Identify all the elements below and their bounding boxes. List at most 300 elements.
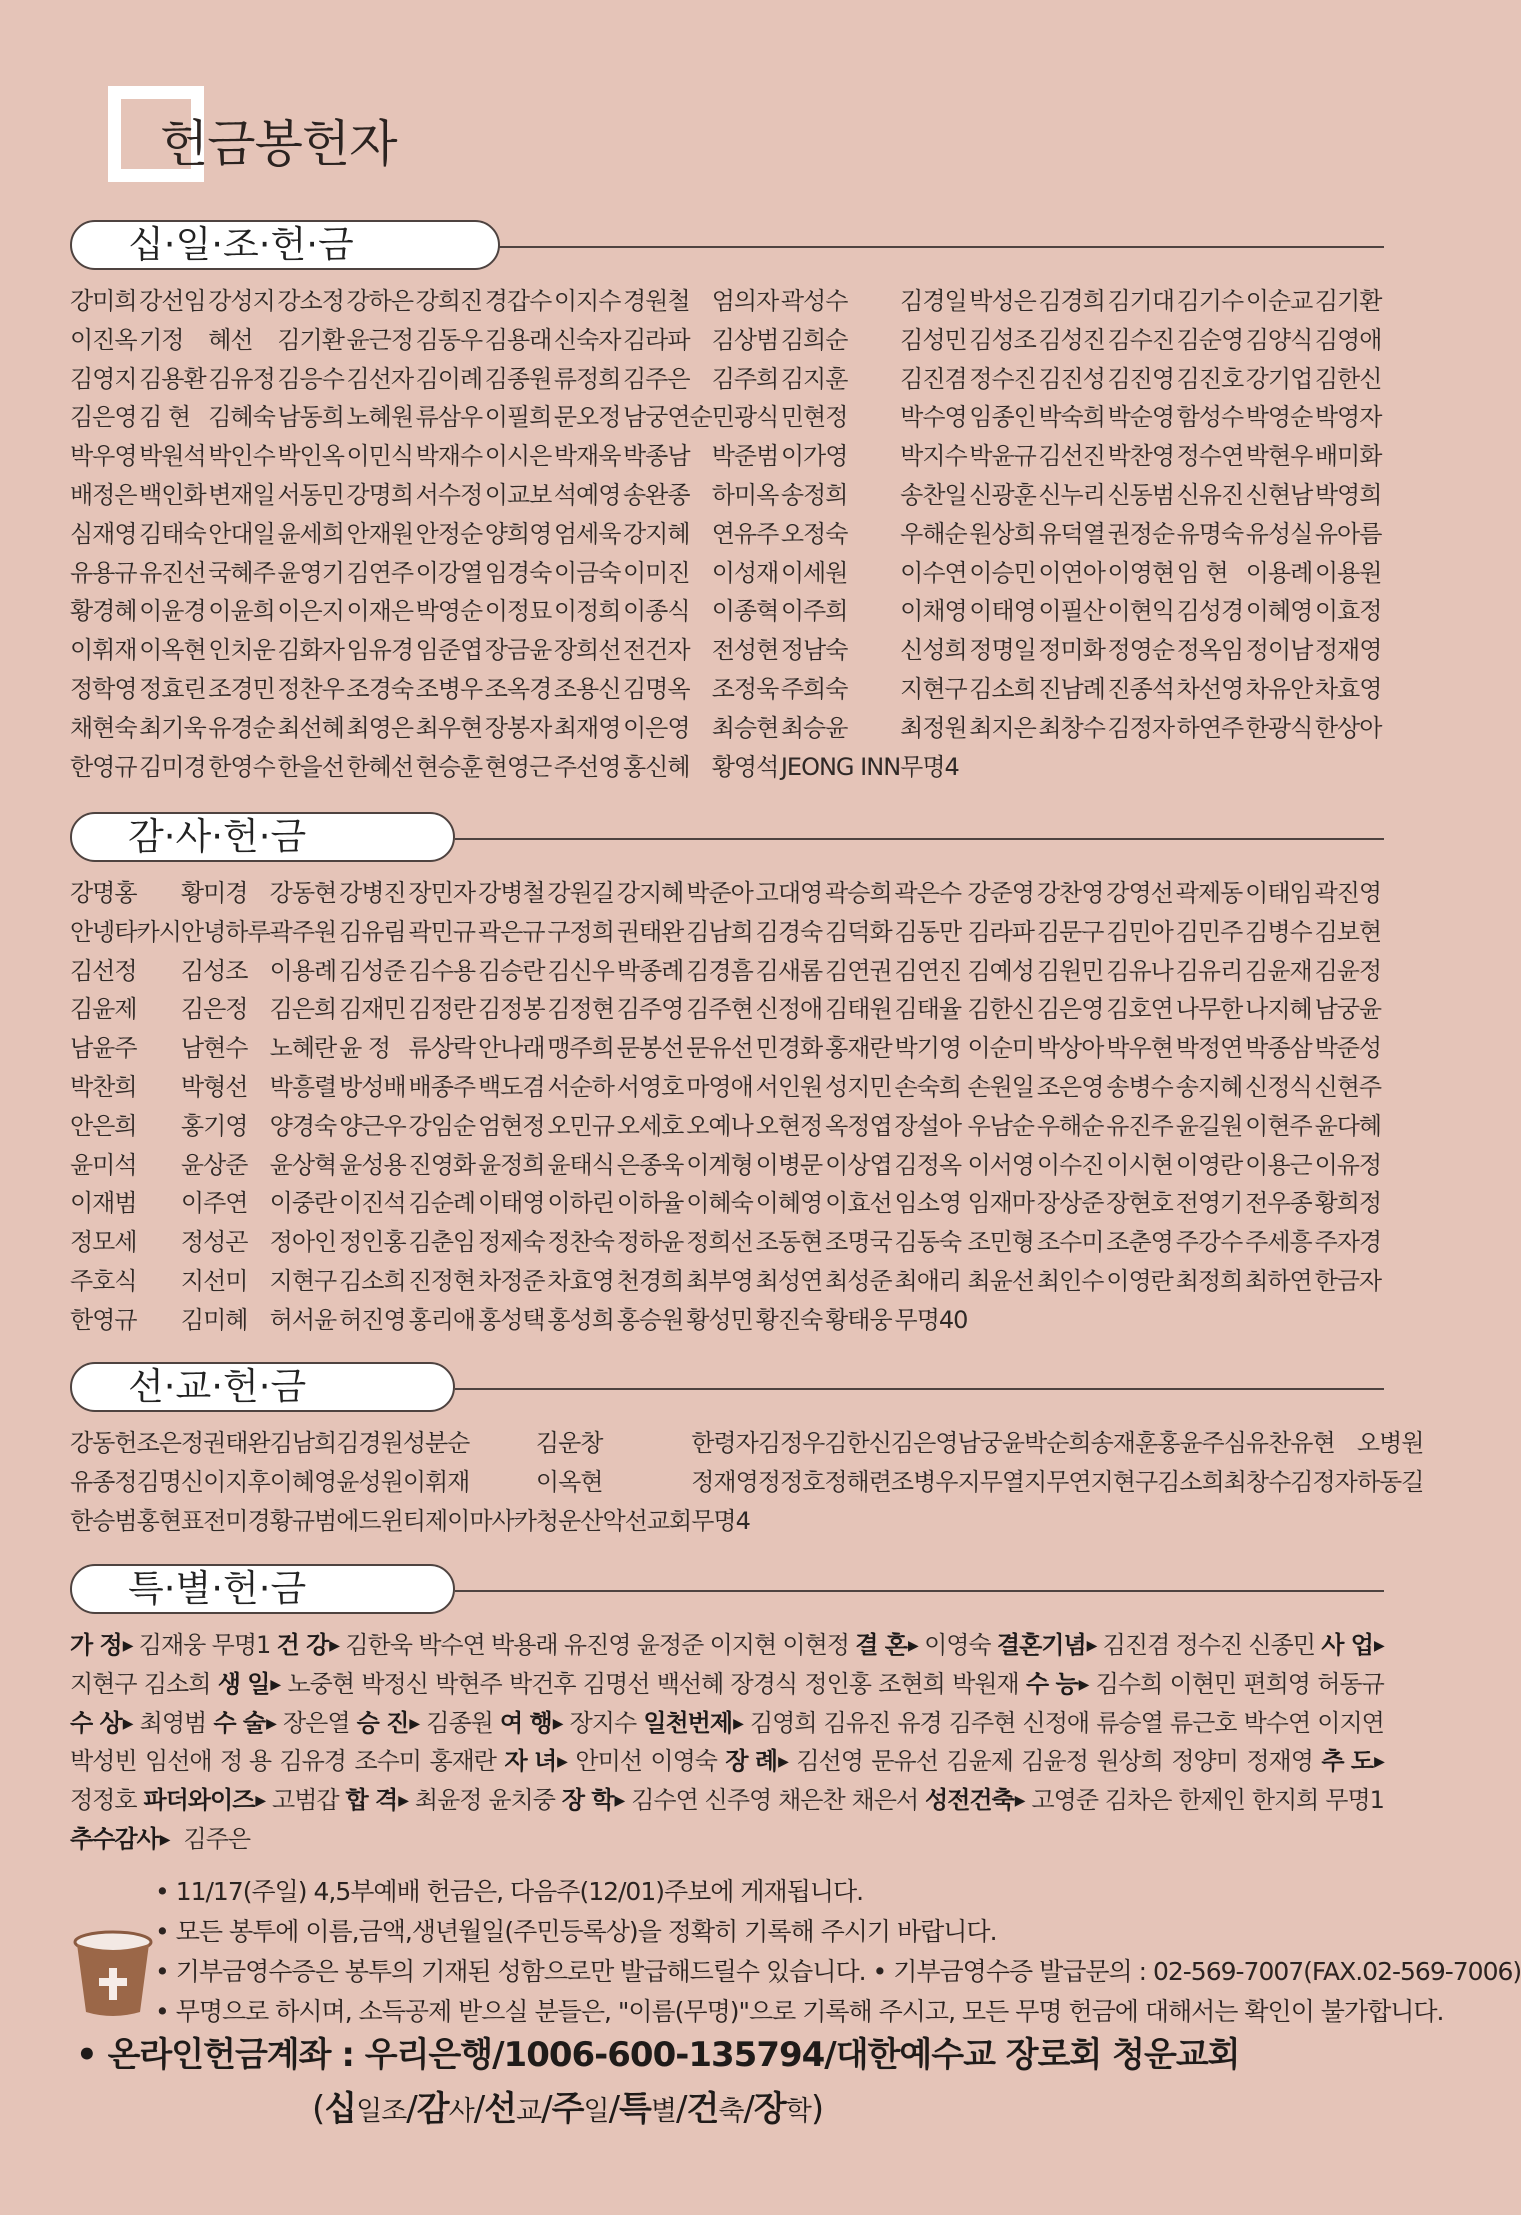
donor-name: 박기영 xyxy=(894,1034,962,1063)
offering-category: 자 녀 ▶ xyxy=(504,1742,567,1781)
thanks-section xyxy=(70,812,1384,1340)
donor-name: 정제숙 xyxy=(477,1228,545,1257)
donor-name: 이윤희 xyxy=(208,597,275,626)
donor-name: 전건자 xyxy=(622,636,690,665)
donor-name: 정양미 xyxy=(1171,1747,1238,1776)
donor-name: 정하윤 xyxy=(616,1228,684,1257)
donor-name: 최인수 xyxy=(1036,1266,1104,1295)
donor-name: 김진겸 xyxy=(900,364,967,393)
donor-name: 안나래 xyxy=(477,1034,545,1063)
donor-name: 유진선 xyxy=(139,558,206,587)
donor-name: 노중현 xyxy=(287,1669,355,1698)
donor-name: 강성지 xyxy=(208,287,275,315)
donor-name: 정효린 xyxy=(139,674,206,703)
donor-name: 김소희 xyxy=(1157,1467,1224,1496)
donor-name: 성분순 xyxy=(402,1429,470,1457)
donor-name: 강병철 xyxy=(477,879,545,907)
donor-name: 문봉선 xyxy=(616,1034,684,1063)
donor-name: 지현구 xyxy=(1090,1467,1158,1496)
donor-name: 이태영 xyxy=(477,1189,545,1218)
donor-name: 김성진 xyxy=(1038,325,1105,354)
donor-name: 정수진 xyxy=(969,364,1036,393)
donor-name: 차선영 xyxy=(1176,674,1244,703)
donor-name: 한상아 xyxy=(1314,713,1382,742)
offering-category: 일천번제 ▶ xyxy=(643,1704,743,1743)
donor-name: 신유진 xyxy=(1176,480,1244,509)
donor-name: 안녕하루 xyxy=(180,917,270,946)
donor-name: 우해순 xyxy=(900,519,967,548)
donor-name: 조용신 xyxy=(553,674,621,703)
donor-name: 신성희 xyxy=(900,636,967,665)
offering-category: 여 행 ▶ xyxy=(500,1704,563,1743)
donor-name: 강병진 xyxy=(339,879,406,907)
donor-name: 티제이마사카 xyxy=(402,1506,536,1535)
offering-category: 추 도 ▶ xyxy=(1321,1742,1384,1781)
donor-name: 유현 xyxy=(1290,1429,1335,1457)
donor-name: 이진석 xyxy=(339,1189,406,1218)
donor-name: 서순하 xyxy=(547,1072,614,1101)
donor-name: 이현정 xyxy=(782,1631,849,1659)
donor-name: 이연아 xyxy=(1038,558,1105,587)
donor-name: 최창수 xyxy=(1038,713,1105,742)
donor-name: 박숙희 xyxy=(1038,403,1105,432)
donor-name: 심유찬 xyxy=(1223,1429,1291,1457)
donor-name: 박현우 xyxy=(1245,442,1313,471)
donor-name: 최승현 xyxy=(711,713,779,742)
page-title: 헌금봉헌자 xyxy=(160,115,397,173)
donor-name: 차정준 xyxy=(477,1266,545,1295)
donor-name: 유명숙 xyxy=(1176,519,1244,548)
donor-name: 노혜원 xyxy=(346,403,414,432)
donor-name: 채은서 xyxy=(851,1786,919,1815)
donor-name: 임경숙 xyxy=(484,558,552,587)
donor-name: 김주현 xyxy=(948,1708,1016,1737)
donor-name: 김춘임 xyxy=(408,1228,476,1257)
donor-name: 김주은 xyxy=(622,364,690,393)
donor-name: 류승열 xyxy=(1096,1708,1163,1737)
donor-name: 유진주 xyxy=(1106,1111,1173,1140)
donor-name: 장은열 xyxy=(282,1708,350,1737)
offering-cup-icon xyxy=(72,1928,154,2020)
donor-name: 남윤주 xyxy=(70,1034,137,1063)
donor-name: 황미경 xyxy=(180,879,248,907)
donor-name: 김 현 xyxy=(139,403,191,432)
donor-name: 김경흠 xyxy=(686,956,753,985)
donor-name: 이영숙 xyxy=(924,1631,991,1659)
donor-name: 한영규 xyxy=(70,1305,137,1334)
donor-name: 유경순 xyxy=(208,713,275,742)
donor-name: 남동희 xyxy=(277,403,344,432)
donor-name: 황경혜 xyxy=(70,597,137,626)
donor-name: 이영란 xyxy=(1106,1266,1173,1295)
donor-name: 국혜주 xyxy=(208,558,275,587)
section-divider xyxy=(455,1388,1384,1390)
donor-name: 전성현 xyxy=(711,636,779,665)
donor-name: 김윤제 xyxy=(70,995,137,1024)
donor-name: 김주영 xyxy=(616,995,684,1024)
donor-name: 김한신 xyxy=(967,995,1034,1024)
donor-name: 김주현 xyxy=(686,995,753,1024)
donor-name: 김진영 xyxy=(1107,364,1175,393)
donor-name: 장현호 xyxy=(1106,1189,1173,1218)
donor-name: 이재범 xyxy=(70,1189,137,1218)
donor-name: 김진성 xyxy=(1038,364,1105,393)
donor-name: 무명4 xyxy=(691,1506,750,1535)
donor-name: 최성준 xyxy=(825,1266,892,1295)
donor-name: 송재훈 xyxy=(1090,1429,1158,1457)
donor-name: 이재은 xyxy=(346,597,414,626)
donor-name: 강미희 xyxy=(70,287,137,315)
donor-name: 윤상준 xyxy=(180,1150,248,1179)
donor-name: 윤세희 xyxy=(277,519,344,548)
donor-name: 이혜숙 xyxy=(686,1189,753,1218)
donor-name: 유성실 xyxy=(1245,519,1313,548)
account-type: 건축 xyxy=(686,2089,744,2129)
donor-name: 정정호 xyxy=(757,1467,825,1496)
donor-name: 인치운 xyxy=(208,636,275,665)
donor-name: 최창수 xyxy=(1223,1467,1291,1496)
donor-name: 채은찬 xyxy=(778,1786,845,1815)
donor-name: 박영순 xyxy=(415,597,483,626)
donor-name: 서인원 xyxy=(755,1072,823,1101)
donor-name: 박영순 xyxy=(1245,403,1313,432)
notice-item: • 모든 봉투에 이름,금액,생년월일(주민등록상)을 정확히 기록해 주시기 바랍니다. xyxy=(155,1917,997,1946)
donor-name: 배종주 xyxy=(408,1072,476,1101)
donor-name: 김화자 xyxy=(277,636,344,665)
donor-name: 김정란 xyxy=(408,995,476,1024)
donor-name: 김진호 xyxy=(1176,364,1244,393)
donor-name: 조수미 xyxy=(354,1747,421,1776)
donor-name: 김순례 xyxy=(408,1189,476,1218)
donor-name: 조은정 xyxy=(136,1429,204,1457)
donor-name: 민경화 xyxy=(755,1034,823,1063)
donor-name: 정옥임 xyxy=(1176,636,1244,665)
donor-name: 박순희 xyxy=(1024,1429,1091,1457)
donor-name: 조현희 xyxy=(878,1669,945,1698)
donor-name: 장설아 xyxy=(894,1111,962,1140)
donor-name: 윤길원 xyxy=(1175,1111,1243,1140)
donor-name: 윤치중 xyxy=(488,1786,555,1815)
donor-name: 안은희 xyxy=(70,1111,137,1140)
donor-name: 주세흥 xyxy=(1245,1228,1312,1257)
donor-name: 김종원 xyxy=(484,364,552,393)
donor-name: 김미혜 xyxy=(180,1305,248,1334)
donor-name: 강기업 xyxy=(1245,364,1313,393)
donor-name: 김연주 xyxy=(346,558,414,587)
online-account: • 온라인헌금계좌 : 우리은행/1006-600-135794/대한예수교 장로회 청운교회 xyxy=(76,2035,1240,2075)
donor-name: 김응수 xyxy=(277,364,344,393)
donor-name: 한령자 xyxy=(691,1429,758,1457)
donor-name: 이종혁 xyxy=(711,597,779,626)
donor-name: 김이례 xyxy=(415,364,483,393)
donor-name: 조민형 xyxy=(967,1228,1034,1257)
donor-name: 김종원 xyxy=(426,1708,493,1737)
donor-name: 김한신 xyxy=(824,1429,891,1457)
offering-category: 추수감사 ▶ xyxy=(70,1820,170,1859)
donor-name: 지무열 xyxy=(957,1467,1025,1496)
donor-name: 김주은 xyxy=(183,1824,251,1853)
donor-name: 김진겸 xyxy=(1102,1631,1170,1659)
donor-name: 최하연 xyxy=(1245,1266,1312,1295)
donor-name: 김수진 xyxy=(1107,325,1175,354)
donor-name: 이미진 xyxy=(622,558,690,587)
donor-name: 이효선 xyxy=(825,1189,892,1218)
donor-name: 성지민 xyxy=(825,1072,892,1101)
donor-name: 이필희 xyxy=(484,403,552,432)
donor-name: 이필산 xyxy=(1038,597,1105,626)
donor-name: 황규범 xyxy=(269,1506,337,1535)
donor-name: 옥정엽 xyxy=(825,1111,892,1140)
donor-name: 김선자 xyxy=(346,364,414,393)
donor-name: 김정자 xyxy=(1107,713,1175,742)
donor-name: 박수연 xyxy=(418,1631,485,1659)
donor-name: 강선임 xyxy=(139,287,206,315)
donor-name: 장상준 xyxy=(1036,1189,1104,1218)
donor-name: 김덕화 xyxy=(825,917,892,946)
donor-name: 지현구 xyxy=(269,1266,337,1295)
donor-name: 조정욱 xyxy=(711,674,779,703)
donor-name: 윤성용 xyxy=(339,1150,406,1179)
donor-name: 이성재 xyxy=(711,558,779,587)
donor-name: 이지후 xyxy=(203,1467,270,1496)
donor-name: 강명홍 xyxy=(70,879,137,907)
donor-name: 함성수 xyxy=(1176,403,1244,432)
donor-name: 정명일 xyxy=(969,636,1036,665)
donor-name: 김혜숙 xyxy=(208,403,275,432)
notice-item: • 11/17(주일) 4,5부예배 헌금은, 다음주(12/01)주보에 게재됩니다. xyxy=(155,1877,864,1906)
special-names xyxy=(70,1626,1384,1859)
donor-name: 전영기 xyxy=(1175,1189,1243,1218)
donor-name: 유종정 xyxy=(70,1467,137,1496)
donor-name: 홍승원 xyxy=(616,1305,684,1334)
donor-name: 이혜영 xyxy=(755,1189,823,1218)
donor-name: 경갑수 xyxy=(484,287,552,315)
section-header xyxy=(70,1564,1384,1618)
donor-name: 송찬일 xyxy=(900,480,967,509)
donor-name: 김윤재 xyxy=(1245,956,1312,985)
donor-name: 이용례 xyxy=(1245,558,1313,587)
donor-name: 강동헌 xyxy=(70,1429,137,1457)
donor-name: 이정희 xyxy=(553,597,621,626)
donor-name: 김은희 xyxy=(269,995,337,1024)
donor-name: 김보현 xyxy=(1314,917,1382,946)
donor-name: 김소희 xyxy=(969,674,1036,703)
donor-name: 강동현 xyxy=(269,879,337,907)
donor-name: 박영희 xyxy=(1314,480,1382,509)
donor-name: 김윤정 xyxy=(1021,1747,1088,1776)
donor-name: 이시은 xyxy=(484,442,552,471)
donor-name: 강임순 xyxy=(408,1111,476,1140)
donor-name: 신현주 xyxy=(1314,1072,1382,1101)
donor-name: 박성은 xyxy=(969,287,1036,315)
donor-name: 김성준 xyxy=(339,956,406,985)
account-type: 십일조 xyxy=(324,2089,407,2129)
donor-name: 이중란 xyxy=(269,1189,337,1218)
donor-name: 홍윤주 xyxy=(1157,1429,1224,1457)
donor-name: 이은영 xyxy=(622,713,690,742)
donor-name: 박찬희 xyxy=(70,1072,137,1101)
donor-name: 서수정 xyxy=(415,480,483,509)
donor-name: 이하율 xyxy=(616,1189,684,1218)
donor-name: 현영근 xyxy=(484,752,552,781)
section-header xyxy=(70,812,1384,866)
donor-name: 한지희 xyxy=(1251,1786,1319,1815)
donor-name: 김재민 xyxy=(339,995,406,1024)
donor-name: 허동규 xyxy=(1317,1669,1384,1698)
donor-name: 곽은수 xyxy=(894,879,962,907)
donor-name: 유용규 xyxy=(70,558,137,587)
donor-name: 이은지 xyxy=(277,597,344,626)
donor-name: 김정자 xyxy=(1290,1467,1357,1496)
donor-name: 지선미 xyxy=(180,1266,248,1295)
donor-name: 윤미석 xyxy=(70,1150,137,1179)
donor-name: 윤근정 xyxy=(346,325,414,354)
donor-name: 김유림 xyxy=(339,917,406,946)
donor-name: 김지훈 xyxy=(780,364,848,393)
notice-item: • 기부금영수증은 봉투의 기재된 성함으로만 발급해드릴수 있습니다. • 기부금영수증 발급문의 : 02-569-7007(FAX.02-569-7006) xyxy=(155,1957,1521,1986)
donor-name: 김명선 xyxy=(582,1669,650,1698)
donor-name: 주선영 xyxy=(553,752,621,781)
donor-name: 이옥현 xyxy=(139,636,206,665)
donor-name: 이영현 xyxy=(1107,558,1175,587)
donor-name: 김승란 xyxy=(477,956,545,985)
special-row xyxy=(70,1704,1384,1743)
donor-name: 이윤경 xyxy=(139,597,206,626)
donor-name: 곽주원 xyxy=(269,917,337,946)
donor-name: 문오정 xyxy=(553,403,621,432)
donor-name: 엄의자 xyxy=(711,287,779,315)
donor-name: 최선혜 xyxy=(277,713,344,742)
offering-category: 결혼기념 ▶ xyxy=(997,1626,1097,1665)
tithe-names xyxy=(70,282,1384,786)
donor-name: 강지혜 xyxy=(616,879,684,907)
donor-name: 권정순 xyxy=(1107,519,1175,548)
donor-name: 이지연 xyxy=(1317,1708,1384,1737)
donor-name: 이계형 xyxy=(686,1150,753,1179)
donor-name: 무명1 xyxy=(211,1631,271,1659)
donor-name: 김차은 xyxy=(1104,1786,1172,1815)
donor-name: 조경숙 xyxy=(346,674,414,703)
section-divider xyxy=(370,246,1384,248)
donor-name: 권태완 xyxy=(203,1429,270,1457)
donor-name: 정인홍 xyxy=(339,1228,406,1257)
donor-name: 최영은 xyxy=(346,713,414,742)
donor-name: JEONG INN xyxy=(780,752,901,781)
section-header xyxy=(70,220,1384,274)
donor-name: 김소희 xyxy=(339,1266,406,1295)
donor-name: 박윤규 xyxy=(969,442,1036,471)
donor-name: 김유경 xyxy=(279,1747,346,1776)
offering-category: 파더와이즈 ▶ xyxy=(143,1781,265,1820)
donor-name: 최승윤 xyxy=(780,713,848,742)
donor-name: 이유정 xyxy=(1314,1150,1382,1179)
donor-name: 박성빈 xyxy=(70,1747,137,1776)
donor-name: 장지수 xyxy=(569,1708,637,1737)
donor-name: 이지수 xyxy=(553,287,621,315)
account-type: 특별 xyxy=(619,2089,676,2129)
thanks-names xyxy=(70,874,1384,1340)
donor-name: 김정현 xyxy=(547,995,614,1024)
donor-name: 이영란 xyxy=(1175,1150,1243,1179)
donor-name: 최윤선 xyxy=(967,1266,1034,1295)
donor-name: 정찬우 xyxy=(277,674,344,703)
donor-name: 박원석 xyxy=(139,442,206,471)
donor-name: 이교보 xyxy=(484,480,552,509)
donor-name: 박용래 xyxy=(491,1631,558,1659)
donor-name: 황희정 xyxy=(1314,1189,1382,1218)
donor-name: 엄세욱 xyxy=(553,519,621,548)
donor-name: 강하은 xyxy=(346,287,414,315)
donor-name: 이승민 xyxy=(969,558,1036,587)
donor-name: 류상락 xyxy=(408,1034,476,1063)
donor-name: 김태숙 xyxy=(139,519,206,548)
donor-name: 정해련 xyxy=(824,1467,891,1496)
donor-name: 이금숙 xyxy=(553,558,621,587)
donor-name: 안미선 xyxy=(575,1747,642,1776)
donor-name: 고대영 xyxy=(755,879,823,907)
donor-name: 김명옥 xyxy=(622,674,690,703)
donor-name: 조병우 xyxy=(890,1467,958,1496)
donor-name: 석예영 xyxy=(553,480,621,509)
donor-name: 안정순 xyxy=(415,519,483,548)
donor-name: 이태임 xyxy=(1245,879,1312,907)
donor-name: 강준영 xyxy=(967,879,1034,907)
donor-name: 김수희 xyxy=(1095,1669,1163,1698)
offering-category: 장 례 ▶ xyxy=(725,1742,788,1781)
donor-name: 에드윈 xyxy=(336,1506,403,1535)
donor-name: 배정은 xyxy=(70,480,137,509)
donor-name: 김경희 xyxy=(1038,287,1105,315)
donor-name: 양경숙 xyxy=(269,1111,337,1140)
donor-name: 류근호 xyxy=(1169,1708,1237,1737)
offering-category: 생 일 ▶ xyxy=(218,1665,281,1704)
donor-name: 이민식 xyxy=(346,442,414,471)
donor-name: 고영준 xyxy=(1031,1786,1099,1815)
donor-name: 류정희 xyxy=(553,364,621,393)
donor-name: 오정숙 xyxy=(780,519,848,548)
donor-name: 조춘영 xyxy=(1106,1228,1173,1257)
donor-name: 강영선 xyxy=(1106,879,1173,907)
donor-name: 이효정 xyxy=(1314,597,1382,626)
donor-name: 이수연 xyxy=(900,558,967,587)
donor-name: 유경 xyxy=(897,1708,942,1737)
donor-name: 손원일 xyxy=(967,1072,1034,1101)
donor-name: 김한욱 xyxy=(345,1631,412,1659)
donor-name: 이옥현 xyxy=(535,1467,603,1496)
donor-name: 안넹타카시 xyxy=(70,917,181,946)
donor-name: 장경식 xyxy=(730,1669,798,1698)
donor-name: 김경일 xyxy=(900,287,967,315)
donor-name: 이휘재 xyxy=(402,1467,470,1496)
donor-name: 김동만 xyxy=(894,917,962,946)
donor-name: 박상아 xyxy=(1036,1034,1104,1063)
section-title: 선·교·헌·금 xyxy=(70,1362,455,1412)
donor-name: 정찬숙 xyxy=(547,1228,614,1257)
donor-name: 윤상혁 xyxy=(269,1150,337,1179)
donor-name: 최기욱 xyxy=(139,713,206,742)
donor-name: 김기환 xyxy=(277,325,344,354)
donor-name: 정성곤 xyxy=(180,1228,248,1257)
donor-name: 오민규 xyxy=(547,1111,614,1140)
donor-name: 이진옥 xyxy=(70,325,137,354)
donor-name: 곽승희 xyxy=(825,879,892,907)
donor-name: 주자경 xyxy=(1314,1228,1382,1257)
donor-name: 김남희 xyxy=(269,1429,337,1457)
donor-name: 정학영 xyxy=(70,674,137,703)
donor-name: 박순영 xyxy=(1107,403,1175,432)
donor-name: 장민자 xyxy=(408,879,476,907)
donor-name: 이용근 xyxy=(1245,1150,1312,1179)
